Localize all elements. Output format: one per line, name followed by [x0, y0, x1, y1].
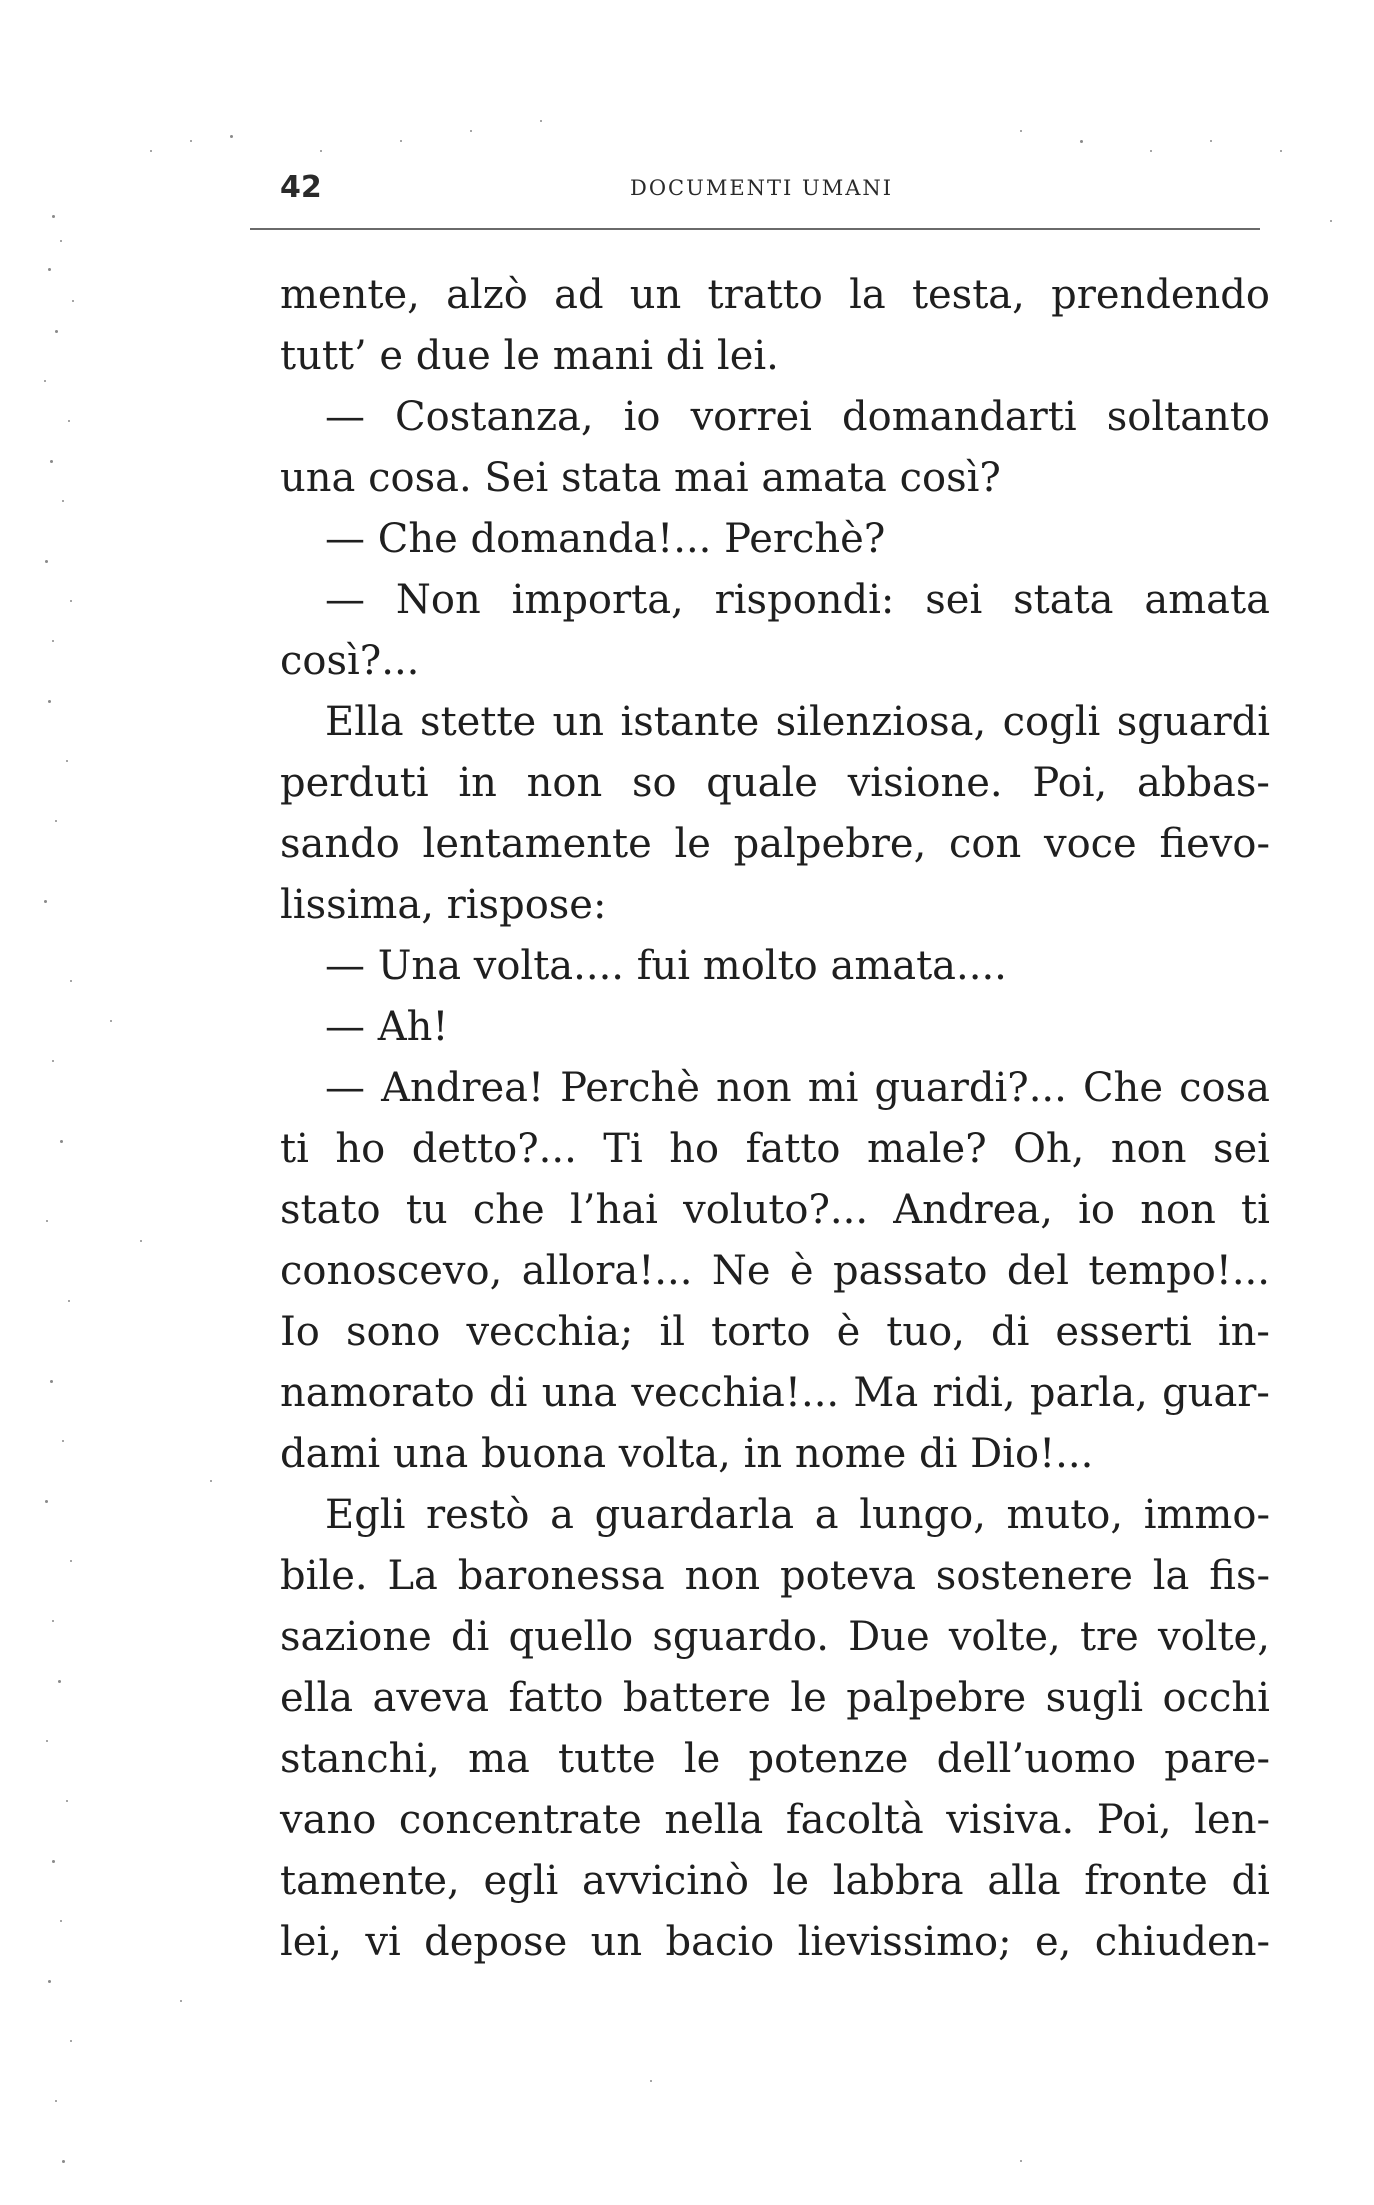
scan-speck [55, 2100, 57, 2102]
scan-speck [72, 300, 74, 302]
text-line: mente, alzò ad un tratto la testa, prendendo [280, 272, 1270, 318]
scan-speck [470, 130, 472, 132]
scan-speck [50, 1380, 53, 1383]
text-line: — Andrea! Perchè non mi guardi?... Che cosa [325, 1065, 1270, 1111]
text-line: così?... [280, 638, 420, 684]
scan-speck [62, 1440, 64, 1442]
text-line: — Costanza, io vorrei domandarti soltanto [325, 394, 1270, 440]
text-line: tamente, egli avvicinò le labbra alla fronte di [280, 1858, 1270, 1904]
scan-speck [1280, 150, 1282, 152]
text-line: vano concentrate nella facoltà visiva. Poi, len- [280, 1797, 1270, 1843]
text-line: Io sono vecchia; il torto è tuo, di esserti in- [280, 1309, 1270, 1355]
scan-speck [140, 1240, 142, 1242]
scan-speck [60, 1920, 62, 1922]
text-line: ti ho detto?... Ti ho fatto male? Oh, non sei [280, 1126, 1270, 1172]
page-header [280, 170, 1270, 210]
scan-speck [48, 268, 51, 271]
scan-speck [58, 1680, 61, 1683]
scan-speck [60, 240, 62, 242]
scan-speck [48, 1980, 51, 1983]
scan-speck [52, 1620, 54, 1622]
scan-speck [1080, 140, 1083, 143]
scan-speck [110, 1020, 112, 1022]
scan-speck [55, 330, 58, 333]
header-rule [250, 228, 1260, 230]
scan-speck [190, 140, 192, 142]
scan-speck [1020, 2160, 1022, 2162]
text-line: namorato di una vecchia!... Ma ridi, parla, guar- [280, 1370, 1270, 1416]
text-line: sazione di quello sguardo. Due volte, tre volte, [280, 1614, 1270, 1660]
scan-speck [52, 640, 54, 642]
text-line: — Ah! [325, 1004, 449, 1050]
scan-speck [1210, 140, 1212, 142]
scan-speck [68, 1300, 70, 1302]
scan-speck [150, 150, 152, 152]
scan-speck [230, 135, 233, 138]
scan-speck [66, 1800, 68, 1802]
scan-speck [70, 600, 72, 602]
text-line: — Non importa, rispondi: sei stata amata [325, 577, 1270, 623]
scan-speck [45, 1500, 48, 1503]
running-title: DOCUMENTI UMANI [630, 176, 894, 200]
scan-speck [55, 820, 57, 822]
scan-speck [48, 700, 51, 703]
scan-speck [46, 1220, 48, 1222]
text-line: una cosa. Sei stata mai amata così? [280, 455, 1001, 501]
scan-speck [52, 1060, 54, 1062]
scan-speck [44, 900, 47, 903]
scan-speck [180, 2000, 182, 2002]
scan-speck [66, 760, 68, 762]
text-line: tutt’ e due le mani di lei. [280, 333, 779, 379]
text-line: — Che domanda!... Perchè? [325, 516, 886, 562]
text-line: stanchi, ma tutte le potenze dell’uomo pare- [280, 1736, 1270, 1782]
scan-speck [400, 140, 402, 142]
text-line: stato tu che l’hai voluto?... Andrea, io non ti [280, 1187, 1270, 1233]
scan-speck [46, 1740, 48, 1742]
scan-speck [540, 120, 542, 122]
text-line: lei, vi depose un bacio lievissimo; e, chiuden- [280, 1919, 1270, 1965]
text-line: conoscevo, allora!... Ne è passato del tempo!... [280, 1248, 1270, 1294]
page-number: 42 [280, 170, 322, 205]
scan-speck [52, 1860, 55, 1863]
text-line: perduti in non so quale visione. Poi, abbas- [280, 760, 1270, 806]
text-line: sando lentamente le palpebre, con voce fievo- [280, 821, 1270, 867]
text-line: dami una buona volta, in nome di Dio!... [280, 1431, 1094, 1477]
scan-speck [62, 2160, 65, 2163]
body-text [280, 265, 1270, 1973]
scan-speck [50, 460, 53, 463]
scan-speck [1330, 220, 1332, 222]
scan-speck [1150, 150, 1152, 152]
text-line: ella aveva fatto battere le palpebre sugli occhi [280, 1675, 1270, 1721]
text-line: Ella stette un istante silenziosa, cogli sguardi [325, 699, 1270, 745]
scan-speck [1020, 130, 1022, 132]
scan-speck [60, 1140, 63, 1143]
text-line: — Una volta.... fui molto amata.... [325, 943, 1007, 989]
scan-speck [210, 1480, 212, 1482]
scan-speck [68, 420, 70, 422]
text-line: lissima, rispose: [280, 882, 607, 928]
text-line: Egli restò a guardarla a lungo, muto, immo- [325, 1492, 1270, 1538]
scan-speck [70, 980, 72, 982]
scan-speck [320, 150, 322, 152]
scan-speck [70, 1560, 72, 1562]
scan-speck [650, 2080, 652, 2082]
scan-speck [44, 380, 46, 382]
text-line: bile. La baronessa non poteva sostenere la fis- [280, 1553, 1270, 1599]
scan-speck [45, 560, 48, 563]
scan-speck [52, 215, 55, 218]
scan-speck [62, 500, 64, 502]
scan-speck [70, 2040, 72, 2042]
